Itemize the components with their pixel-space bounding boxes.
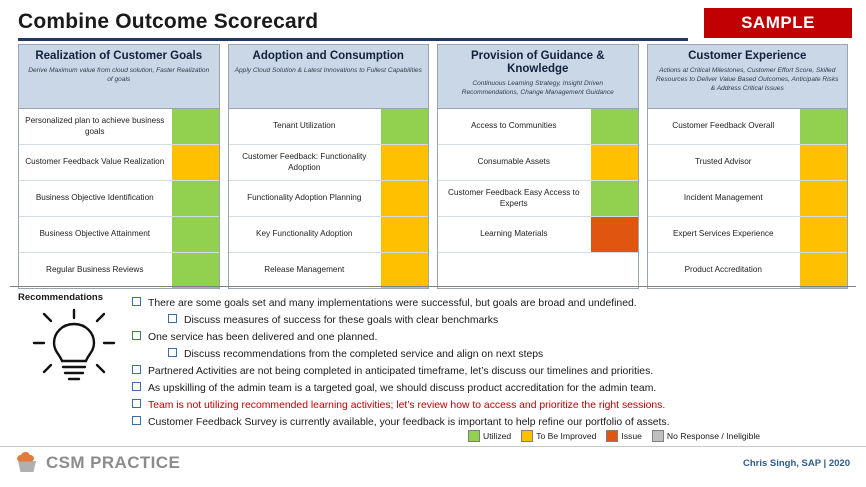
row-label: Customer Feedback Easy Access to Experts	[447, 188, 580, 208]
column-title: Adoption and Consumption	[252, 50, 404, 62]
checkbox-bullet-icon	[132, 296, 148, 311]
status-cell	[380, 145, 428, 180]
row-label: Customer Feedback Overall	[672, 121, 775, 131]
recommendations-list	[132, 296, 848, 432]
table-row	[438, 145, 638, 181]
column-header	[648, 45, 848, 109]
row-label: Tenant Utilization	[273, 121, 336, 131]
list-item-text: Partnered Activities are not being completed in anticipated timeframe, let’s discuss our timelines and priorities.	[148, 366, 654, 377]
table-row	[438, 253, 638, 288]
footer-divider	[0, 446, 866, 447]
scorecard-grid	[18, 44, 848, 289]
status-cell	[380, 217, 428, 252]
status-cell	[171, 145, 219, 180]
column-subtitle: Derive Maximum value from cloud solution, Faster Realization of goals	[28, 67, 210, 84]
list-item	[132, 313, 848, 328]
status-cell	[171, 217, 219, 252]
status-cell	[590, 253, 638, 288]
row-label: Product Accreditation	[684, 265, 762, 275]
legend-swatch-icon	[606, 430, 618, 442]
row-label: Access to Communities	[470, 121, 557, 131]
cupcake-icon	[14, 452, 40, 474]
column-title: Customer Experience	[688, 50, 807, 62]
table-row	[229, 109, 429, 145]
checkbox-bullet-icon	[132, 381, 148, 396]
status-cell	[380, 181, 428, 216]
legend-swatch-icon	[468, 430, 480, 442]
list-item	[132, 381, 848, 396]
column-title: Realization of Customer Goals	[35, 50, 203, 62]
scorecard-column-adoption	[228, 44, 430, 289]
list-item	[132, 347, 848, 362]
row-label: Expert Services Experience	[672, 229, 774, 239]
lightbulb-icon	[26, 306, 122, 388]
row-label: Functionality Adoption Planning	[247, 193, 362, 203]
column-header	[229, 45, 429, 109]
row-label: Key Functionality Adoption	[256, 229, 353, 239]
page-title: Combine Outcome Scorecard	[18, 10, 319, 33]
table-row	[648, 145, 848, 181]
status-cell	[799, 181, 847, 216]
title-underline	[18, 38, 688, 41]
status-badge: SAMPLE	[704, 8, 852, 38]
checkbox-bullet-icon	[132, 364, 148, 379]
table-row	[19, 145, 219, 181]
checkbox-bullet-icon	[168, 313, 184, 328]
status-cell	[590, 181, 638, 216]
column-header	[19, 45, 219, 109]
status-cell	[380, 253, 428, 288]
status-cell	[171, 109, 219, 144]
row-label: Consumable Assets	[477, 157, 550, 167]
table-row	[229, 145, 429, 181]
row-label: Business Objective Identification	[35, 193, 154, 203]
checkbox-bullet-icon	[132, 415, 148, 430]
legend-label: Issue	[621, 431, 642, 441]
status-cell	[171, 253, 219, 288]
table-row	[229, 253, 429, 288]
list-item	[132, 364, 848, 379]
legend-swatch-icon	[652, 430, 664, 442]
checkbox-bullet-icon	[132, 398, 148, 413]
scorecard-column-guidance	[437, 44, 639, 289]
table-row	[438, 109, 638, 145]
status-cell	[799, 109, 847, 144]
legend-swatch-icon	[521, 430, 533, 442]
status-cell	[380, 109, 428, 144]
section-divider	[10, 286, 856, 287]
list-item	[132, 398, 848, 413]
row-label: Business Objective Attainment	[39, 229, 151, 239]
row-label: Customer Feedback Value Realization	[25, 157, 165, 167]
checkbox-bullet-icon	[132, 330, 148, 345]
row-label: Personalized plan to achieve business goals	[25, 116, 165, 136]
table-row	[438, 181, 638, 217]
status-cell	[799, 253, 847, 288]
table-row	[438, 217, 638, 253]
table-row	[19, 253, 219, 288]
status-cell	[590, 109, 638, 144]
list-item	[132, 296, 848, 311]
footer-credit: Chris Singh, SAP | 2020	[742, 458, 850, 469]
list-item-text: As upskilling of the admin team is a targeted goal, we should discuss product accreditation for the admin team.	[148, 383, 657, 394]
table-row	[648, 181, 848, 217]
column-subtitle: Apply Cloud Solution & Latest Innovations to Fullest Capabilities	[234, 67, 422, 75]
column-header	[438, 45, 638, 109]
row-label: Learning Materials	[480, 229, 548, 239]
list-item-text: Customer Feedback Survey is currently available, your feedback is important to help refine our portfolio of assets.	[148, 417, 670, 428]
legend-label: No Response / Ineligible	[666, 431, 761, 441]
scorecard-column-experience	[647, 44, 849, 289]
table-row	[648, 109, 848, 145]
row-label: Incident Management	[683, 193, 763, 203]
column-title: Provision of Guidance & Knowledge	[470, 50, 605, 76]
legend-label: Utilized	[483, 431, 512, 441]
table-row	[19, 109, 219, 145]
status-cell	[171, 181, 219, 216]
legend-item-utilized	[468, 430, 511, 442]
status-cell	[799, 217, 847, 252]
status-cell	[799, 145, 847, 180]
table-row	[19, 181, 219, 217]
row-label: Regular Business Reviews	[46, 265, 144, 275]
brand-logo	[14, 452, 180, 474]
table-row	[229, 217, 429, 253]
list-item-text: Team is not utilizing recommended learning activities; let’s review how to access and prioritize the right sessions.	[148, 400, 666, 411]
row-label	[438, 253, 590, 288]
column-subtitle: Continuous Learning Strategy, Insight Driven Recommendations, Change Management Guidance	[461, 80, 614, 97]
row-label: Customer Feedback: Functionality Adoption	[242, 152, 367, 172]
list-item-text: One service has been delivered and one planned.	[148, 332, 378, 343]
table-row	[648, 217, 848, 253]
legend-item-issue	[606, 430, 642, 442]
legend	[468, 430, 760, 442]
status-cell	[590, 145, 638, 180]
brand-name: CSM PRACTICE	[46, 453, 181, 472]
legend-item-no-response	[652, 430, 760, 442]
list-item	[132, 330, 848, 345]
table-row	[229, 181, 429, 217]
row-label: Release Management	[264, 265, 345, 275]
table-row	[648, 253, 848, 288]
list-item-text: Discuss recommendations from the completed service and align on next steps	[184, 349, 544, 360]
checkbox-bullet-icon	[168, 347, 184, 362]
scorecard-column-realization	[18, 44, 220, 289]
legend-item-to-be-improved	[521, 430, 596, 442]
row-label: Trusted Advisor	[694, 157, 752, 167]
status-cell	[590, 217, 638, 252]
list-item-text: There are some goals set and many implementations were successful, but goals are broad and undefined.	[148, 298, 637, 309]
column-subtitle: Actions at Critical Milestones, Customer Effort Score, Skilled Resources to Deliver Value Based Outcomes, Anticipate Risks & Address Critical Issues	[656, 67, 839, 92]
recommendations-heading: Recommendations	[18, 292, 103, 303]
list-item	[132, 415, 848, 430]
list-item-text: Discuss measures of success for these goals with clear benchmarks	[184, 315, 499, 326]
legend-label: To Be Improved	[536, 431, 597, 441]
table-row	[19, 217, 219, 253]
